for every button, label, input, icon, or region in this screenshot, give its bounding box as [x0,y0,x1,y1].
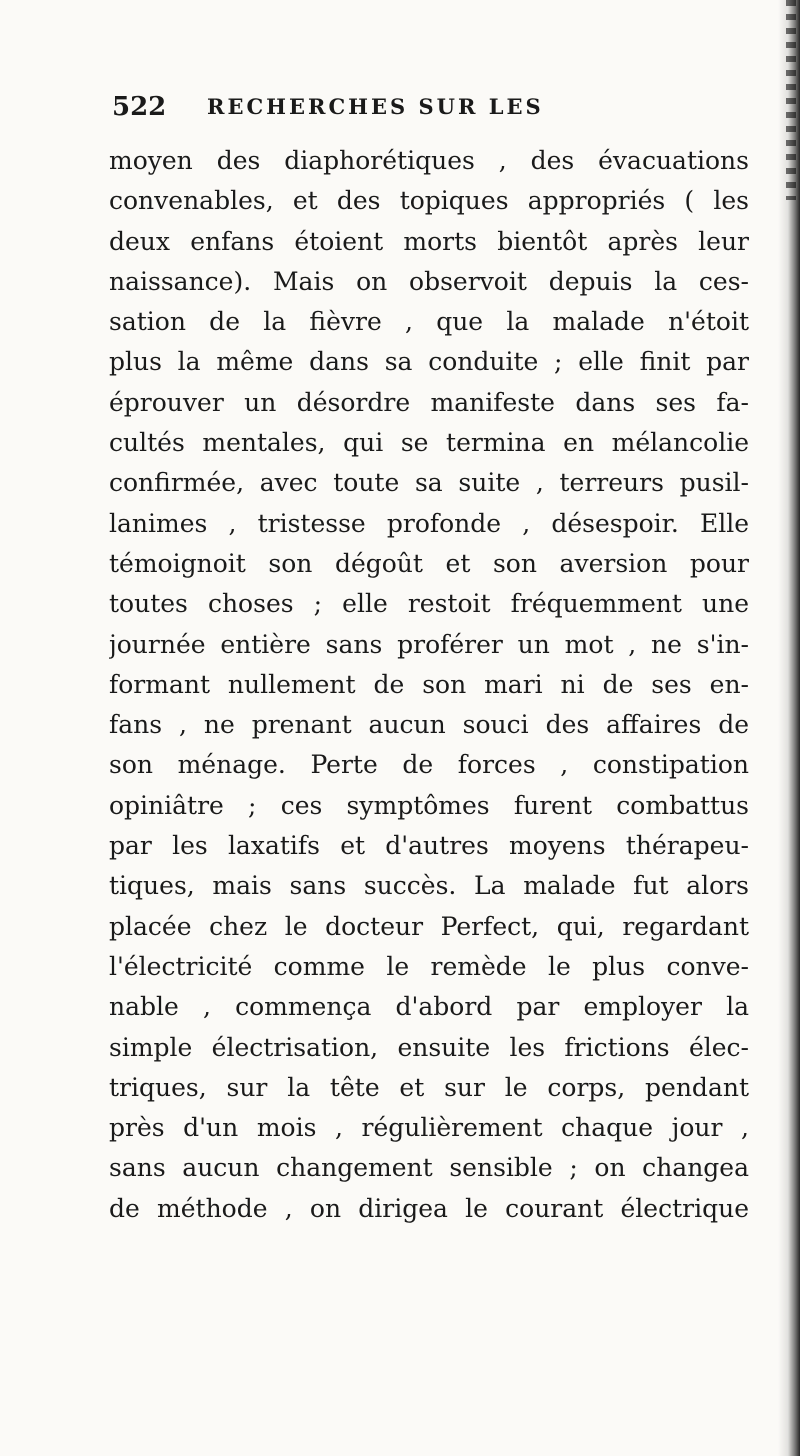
page-edge-shadow [778,0,800,1456]
text-line: éprouver un désordre manifeste dans ses fa- [109,387,749,417]
text-line: tiques, mais sans succès. La malade fut alors [109,871,749,901]
text-line: sans aucun changement sensible ; on changea [109,1153,749,1183]
text-line: l'électricité comme le remède le plus conve- [109,951,749,981]
page-number: 522 [112,92,167,122]
text-line: plus la même dans sa conduite ; elle finit par [109,347,749,377]
text-line: de méthode , on dirigea le courant électrique [109,1193,749,1223]
text-line: nable , commença d'abord par employer la [109,992,749,1022]
text-line: opiniâtre ; ces symptômes furent combattus [109,790,749,820]
text-line: près d'un mois , régulièrement chaque jour , [109,1113,749,1143]
text-line: lanimes , tristesse profonde , désespoir. Elle [109,508,749,538]
text-line: triques, sur la tête et sur le corps, pendant [109,1072,749,1102]
text-line: sation de la fièvre , que la malade n'étoit [109,307,749,337]
text-line: confirmée, avec toute sa suite , terreurs pusil- [109,468,749,498]
text-line: moyen des diaphorétiques , des évacuations [109,146,749,175]
text-line: cultés mentales, qui se termina en mélancolie [109,428,749,458]
text-line: naissance). Mais on observoit depuis la ces- [109,266,749,296]
text-line: son ménage. Perte de forces , constipation [109,750,749,780]
text-line: placée chez le docteur Perfect, qui, regardant [109,911,749,941]
running-head: RECHERCHES SUR LES [207,94,544,119]
page-edge-marks [786,0,796,200]
text-line: journée entière sans proférer un mot , ne s'in- [109,629,749,659]
text-line: par les laxatifs et d'autres moyens thérapeu- [109,831,749,861]
text-line: deux enfans étoient morts bientôt après leur [109,226,749,256]
text-line: toutes choses ; elle restoit fréquemment une [109,589,749,619]
text-line: fans , ne prenant aucun souci des affaires de [109,710,749,740]
page-header [112,92,672,122]
text-line: témoignoit son dégoût et son aversion pour [109,548,749,578]
text-line: simple électrisation, ensuite les frictions élec- [109,1032,749,1062]
text-line: convenables, et des topiques appropriés ( les [109,186,749,216]
body-text [109,141,749,1229]
text-line: formant nullement de son mari ni de ses en- [109,669,749,699]
